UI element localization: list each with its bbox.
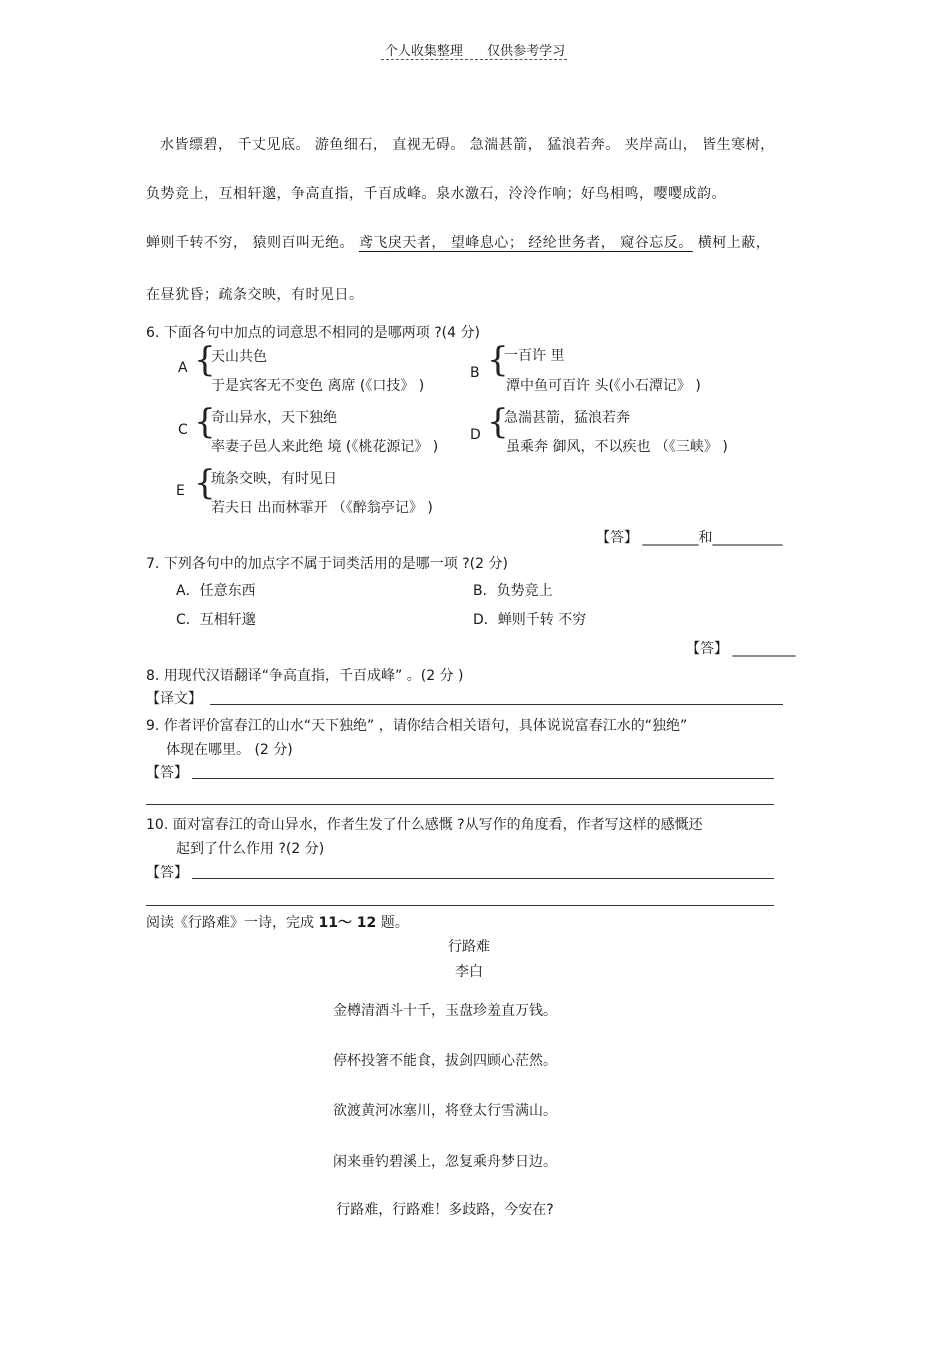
poem-line-5: 行路难，行路难！多歧路，今安在? [336, 1202, 554, 1218]
q6-brace-b: { [487, 340, 509, 380]
poem-line-1: 金樽清酒斗十千，玉盘珍羞直万钱。 [333, 1003, 557, 1019]
q6-answer: 【答】 ________和__________ [596, 530, 783, 546]
q9-answer-label: 【答】 [146, 765, 188, 781]
q6-option-d-1: 急湍甚箭，猛浪若奔 [504, 410, 630, 426]
q9-stem: 9. 作者评价富春江的山水“天下独绝” ，请你结合相关语句，具体说说富春江水的“独绝” [146, 718, 688, 734]
q10-stem: 10. 面对富春江的奇山异水，作者生发了什么感慨 ?从写作的角度看，作者写这样的感慨还 [146, 817, 703, 833]
q6-option-c-2: 率妻子邑人来此绝 境 (《桃花源记》 ) [211, 439, 439, 455]
q7-stem: 7. 下列各句中的加点字不属于词类活用的是哪一项 ?(2 分) [146, 556, 508, 572]
poem-line-3: 欲渡黄河冰塞川，将登太行雪满山。 [333, 1103, 557, 1119]
q6-brace-c: { [194, 402, 216, 442]
poem-author: 李白 [455, 964, 483, 980]
page-header [0, 40, 950, 59]
q6-option-d-label: D [470, 427, 481, 443]
q8-translation-label: 【译文】 [146, 691, 202, 707]
header-left-text: 个人收集整理 [384, 44, 463, 59]
q6-option-a-label: A [178, 360, 188, 376]
q10-answer-line-1 [192, 878, 774, 879]
q6-brace-a: { [194, 340, 216, 380]
poem-intro-end: 题。 [376, 915, 409, 931]
q7-option-a: A．任意东西 [176, 583, 256, 599]
passage-line-3 [146, 232, 770, 252]
passage-line-4: 在昼犹昏；疏条交映，有时见日。 [146, 287, 364, 303]
poem-intro-start: 阅读《行路难》一诗，完成 [146, 915, 319, 931]
q6-brace-d: { [487, 402, 509, 442]
q7-answer: 【答】 _________ [686, 641, 796, 657]
q6-option-d-2: 虽乘奔 御风，不以疾也 （《三峡》 ) [506, 439, 728, 455]
poem-line-2: 停杯投箸不能食，拔剑四顾心茫然。 [333, 1053, 557, 1069]
q6-option-c-label: C [178, 422, 188, 438]
q6-option-e-label: E [176, 483, 185, 499]
q6-option-a-2: 于是宾客无不变色 离席 (《口技》 ) [211, 378, 425, 394]
poem-intro-range: 11～ 12 [318, 915, 377, 931]
q6-option-e-2: 若夫日 出而林霏开 （《醉翁亭记》 ) [211, 500, 433, 516]
passage-underlined-sentence: 鸢飞戾天者， 望峰息心； 经纶世务者， 窥谷忘反。 [358, 235, 693, 251]
poem-intro [146, 912, 409, 932]
poem-line-4: 闲来垂钓碧溪上，忽复乘舟梦日边。 [333, 1154, 557, 1170]
q6-stem: 6. 下面各句中加点的词意思不相同的是哪两项 ?(4 分) [146, 325, 480, 341]
passage-line-3-start: 蝉则千转不穷， 猿则百叫无绝。 [146, 235, 359, 251]
passage-line-3-end: 横柯上蔽， [692, 235, 771, 251]
q10-answer-label: 【答】 [146, 865, 188, 881]
q7-option-c: C．互相轩邈 [176, 612, 256, 628]
q7-option-d: D．蝉则千转 不穷 [473, 612, 587, 628]
q6-option-c-1: 奇山异水，天下独绝 [211, 410, 337, 426]
poem-title: 行路难 [448, 939, 490, 955]
q6-option-b-2: 潭中鱼可百许 头(《小石潭记》 ) [506, 378, 701, 394]
passage-line-1: 水皆缥碧， 千丈见底。 游鱼细石， 直视无碍。 急湍甚箭， 猛浪若奔。 夹岸高山， 皆生寒树， [160, 137, 775, 153]
q6-option-b-label: B [470, 365, 480, 381]
header-divider [381, 59, 567, 60]
q9-answer-line-2 [146, 804, 774, 805]
q10-answer-line-2 [146, 905, 774, 906]
q8-answer-line [210, 704, 783, 705]
q7-option-b: B．负势竞上 [473, 583, 553, 599]
q6-brace-e: { [194, 463, 216, 503]
q6-option-b-1: 一百许 里 [504, 348, 565, 364]
q10-stem-continued: 起到了什么作用 ?(2 分) [176, 841, 325, 857]
q6-option-e-1: 琉条交映，有时见日 [211, 471, 337, 487]
q9-stem-continued: 体现在哪里。 (2 分) [166, 742, 293, 758]
q9-answer-line-1 [192, 778, 774, 779]
q6-option-a-1: 天山共色 [211, 349, 267, 365]
header-right-text: 仅供参考学习 [487, 44, 566, 59]
passage-line-2: 负势竞上，互相轩邈，争高直指，千百成峰。泉水激石，泠泠作响；好鸟相鸣，嘤嘤成韵。 [146, 186, 726, 202]
q8-stem: 8. 用现代汉语翻译“争高直指，千百成峰” 。(2 分 ) [146, 668, 464, 684]
